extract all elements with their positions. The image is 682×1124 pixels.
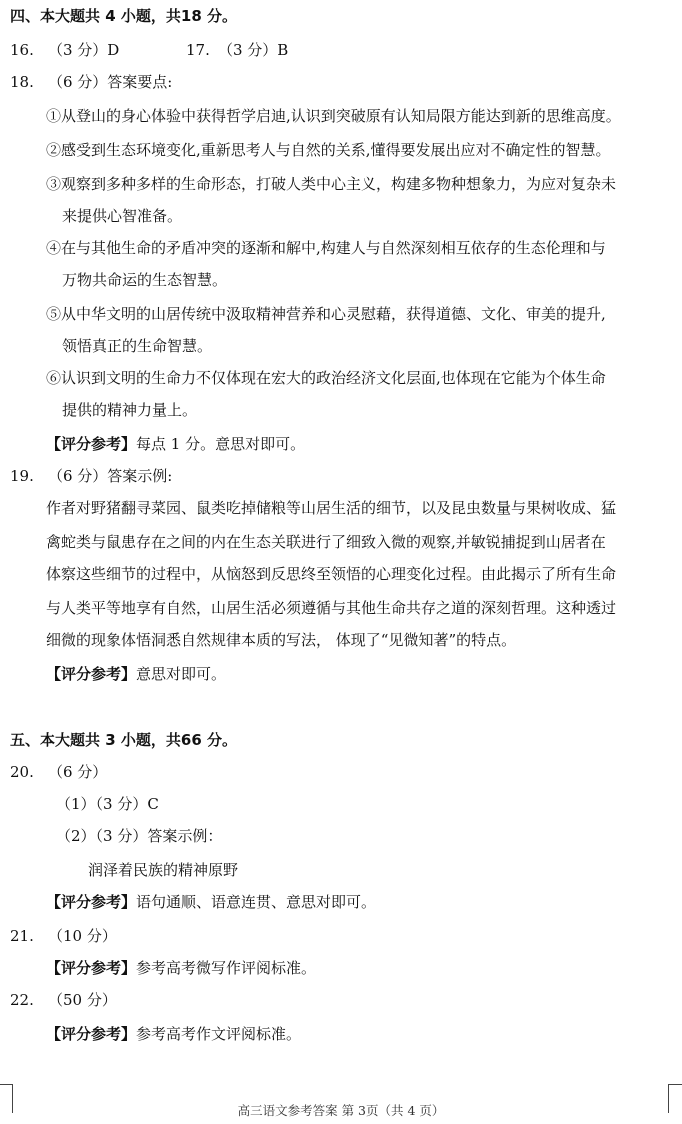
q18-heading: （6 分）答案要点:: [48, 73, 173, 91]
q18-point-3-cont: 来提供心智准备。: [62, 207, 183, 225]
q19-heading: （6 分）答案示例:: [48, 467, 173, 485]
q18-point-6-cont: 提供的精神力量上。: [62, 401, 198, 419]
q20-sample-answer: 润泽着民族的精神原野: [88, 861, 239, 879]
q16-answer: （3 分）D: [48, 41, 120, 59]
q20-sub-1: （1）（3 分）C: [56, 795, 159, 813]
q18-number: 18.: [10, 73, 34, 91]
q18-point-5-cont: 领悟真正的生命智慧。: [62, 337, 213, 355]
q19-line-2: 禽蛇类与鼠患存在之间的内在生态关联进行了细致入微的观察,并敏锐捕捉到山居者在: [46, 533, 606, 551]
q21-heading: （10 分）: [48, 927, 117, 945]
q21-grading-note: [46, 958, 316, 978]
q19-line-5: 细微的现象体悟洞悉自然规律本质的写法， 体现了“见微知著”的特点。: [46, 631, 517, 649]
q21-number: 21.: [10, 927, 34, 945]
q19-line-4: 与人类平等地享有自然，山居生活必须遵循与其他生命共存之道的深刻哲理。这种透过: [46, 599, 617, 617]
q18-point-4-cont: 万物共命运的生态智慧。: [62, 271, 228, 289]
q22-heading: （50 分）: [48, 991, 117, 1009]
q18-point-6: ⑥认识到文明的生命力不仅体现在宏大的政治经济文化层面,也体现在它能为个体生命: [46, 369, 606, 387]
q17-answer: （3 分）B: [218, 41, 289, 59]
q16-number: 16.: [10, 41, 34, 59]
q18-point-3: ③观察到多种多样的生命形态，打破人类中心主义，构建多物种想象力，为应对复杂未: [46, 175, 617, 193]
grading-text: 每点 1 分。意思对即可。: [136, 435, 306, 453]
grading-label: 【评分参考】: [46, 893, 137, 911]
grading-text: 参考高考微写作评阅标准。: [136, 959, 317, 977]
q19-grading-note: [46, 664, 226, 684]
q20-heading: （6 分）: [48, 763, 108, 781]
grading-label: 【评分参考】: [46, 665, 137, 683]
q20-grading-note: [46, 892, 376, 912]
q18-point-5: ⑤从中华文明的山居传统中汲取精神营养和心灵慰藉，获得道德、文化、审美的提升,: [46, 305, 606, 323]
grading-label: 【评分参考】: [46, 1025, 137, 1043]
q19-line-1: 作者对野猪翻寻菜园、鼠类吃掉储粮等山居生活的细节，以及昆虫数量与果树收成、猛: [46, 499, 617, 517]
q18-grading-note: [46, 434, 305, 454]
page-footer: 高三语文参考答案 第 3页（共 4 页）: [237, 1103, 445, 1118]
q17-number: 17.: [186, 41, 210, 59]
q18-point-2: ②感受到生态环境变化,重新思考人与自然的关系,懂得要发展出应对不确定性的智慧。: [46, 141, 611, 159]
grading-label: 【评分参考】: [46, 435, 137, 453]
grading-text: 意思对即可。: [136, 665, 227, 683]
q18-point-1: ①从登山的身心体验中获得哲学启迪,认识到突破原有认知局限方能达到新的思维高度。: [46, 107, 621, 125]
grading-text: 参考高考作文评阅标准。: [136, 1025, 302, 1043]
q19-number: 19.: [10, 467, 34, 485]
q20-number: 20.: [10, 763, 34, 781]
q20-sub-2: （2）（3 分）答案示例：: [56, 827, 223, 845]
grading-text: 语句通顺、语意连贯、意思对即可。: [136, 893, 377, 911]
section-5-title: 五、本大题共 3 小题，共66 分。: [10, 731, 237, 749]
q18-point-4: ④在与其他生命的矛盾冲突的逐渐和解中,构建人与自然深刻相互依存的生态伦理和与: [46, 239, 606, 257]
section-4-title: 四、本大题共 4 小题，共18 分。: [10, 7, 237, 25]
q19-line-3: 体察这些细节的过程中，从恼怒到反思终至领悟的心理变化过程。由此揭示了所有生命: [46, 565, 617, 583]
q22-grading-note: [46, 1024, 301, 1044]
q22-number: 22.: [10, 991, 34, 1009]
grading-label: 【评分参考】: [46, 959, 137, 977]
